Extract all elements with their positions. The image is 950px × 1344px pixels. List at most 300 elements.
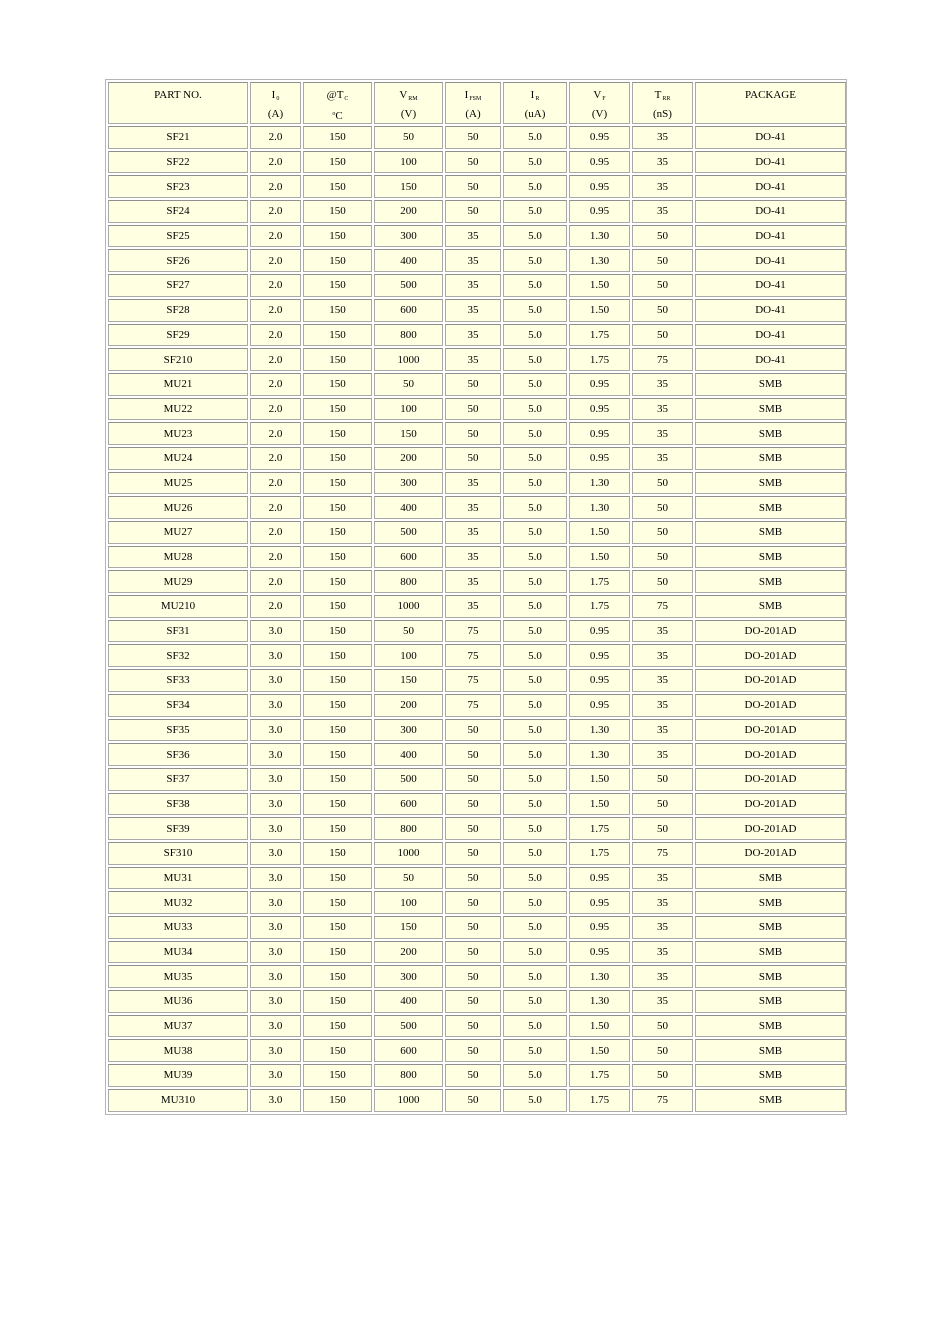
table-row — [108, 595, 846, 618]
cell-io: 3.0 — [250, 694, 301, 717]
cell-vrm: 150 — [374, 916, 443, 939]
table-row — [108, 916, 846, 939]
cell-io: 3.0 — [250, 620, 301, 643]
cell-tc: 150 — [303, 644, 372, 667]
table-row — [108, 669, 846, 692]
cell-part-no: MU29 — [108, 570, 248, 593]
cell-tc: 150 — [303, 472, 372, 495]
cell-ir: 5.0 — [503, 793, 567, 816]
cell-package: DO-201AD — [695, 644, 846, 667]
cell-io: 3.0 — [250, 916, 301, 939]
cell-part-no: SF35 — [108, 719, 248, 742]
cell-part-no: MU34 — [108, 941, 248, 964]
table-row — [108, 842, 846, 865]
cell-ifsm: 50 — [445, 447, 501, 470]
cell-vrm: 150 — [374, 175, 443, 198]
table-row — [108, 1039, 846, 1062]
cell-ifsm: 50 — [445, 842, 501, 865]
cell-package: SMB — [695, 373, 846, 396]
cell-vf: 1.50 — [569, 299, 630, 322]
cell-part-no: MU36 — [108, 990, 248, 1013]
cell-ifsm: 50 — [445, 768, 501, 791]
cell-trr: 35 — [632, 916, 693, 939]
cell-ifsm: 50 — [445, 1064, 501, 1087]
cell-ir: 5.0 — [503, 151, 567, 174]
cell-trr: 35 — [632, 743, 693, 766]
cell-io: 2.0 — [250, 595, 301, 618]
cell-trr: 50 — [632, 570, 693, 593]
cell-ifsm: 50 — [445, 175, 501, 198]
cell-package: SMB — [695, 422, 846, 445]
cell-trr: 35 — [632, 175, 693, 198]
cell-ifsm: 35 — [445, 570, 501, 593]
cell-package: SMB — [695, 916, 846, 939]
cell-trr: 50 — [632, 817, 693, 840]
cell-vrm: 100 — [374, 891, 443, 914]
cell-part-no: SF210 — [108, 348, 248, 371]
header-io: $I_0$ (A) — [250, 82, 301, 124]
cell-ifsm: 50 — [445, 793, 501, 816]
cell-part-no: SF26 — [108, 249, 248, 272]
cell-trr: 35 — [632, 891, 693, 914]
cell-trr: 50 — [632, 225, 693, 248]
cell-tc: 150 — [303, 1015, 372, 1038]
cell-trr: 75 — [632, 1089, 693, 1112]
cell-vf: 1.75 — [569, 348, 630, 371]
table-row — [108, 546, 846, 569]
cell-part-no: MU25 — [108, 472, 248, 495]
cell-part-no: SF29 — [108, 324, 248, 347]
table-row — [108, 225, 846, 248]
cell-package: DO-41 — [695, 225, 846, 248]
cell-part-no: MU21 — [108, 373, 248, 396]
cell-ifsm: 35 — [445, 496, 501, 519]
cell-part-no: SF36 — [108, 743, 248, 766]
table-row — [108, 324, 846, 347]
cell-tc: 150 — [303, 249, 372, 272]
cell-io: 3.0 — [250, 990, 301, 1013]
table-row — [108, 151, 846, 174]
cell-trr: 35 — [632, 941, 693, 964]
cell-vrm: 200 — [374, 941, 443, 964]
cell-tc: 150 — [303, 891, 372, 914]
cell-io: 2.0 — [250, 175, 301, 198]
cell-io: 2.0 — [250, 225, 301, 248]
table-row — [108, 496, 846, 519]
cell-vrm: 500 — [374, 274, 443, 297]
cell-tc: 150 — [303, 965, 372, 988]
table-row — [108, 447, 846, 470]
table-row — [108, 570, 846, 593]
cell-ir: 5.0 — [503, 570, 567, 593]
cell-vrm: 50 — [374, 867, 443, 890]
cell-package: SMB — [695, 990, 846, 1013]
cell-vrm: 600 — [374, 299, 443, 322]
cell-io: 3.0 — [250, 891, 301, 914]
cell-ir: 5.0 — [503, 1039, 567, 1062]
cell-part-no: SF21 — [108, 126, 248, 149]
cell-tc: 150 — [303, 1064, 372, 1087]
cell-io: 2.0 — [250, 151, 301, 174]
cell-ir: 5.0 — [503, 126, 567, 149]
cell-ifsm: 50 — [445, 941, 501, 964]
cell-package: DO-41 — [695, 249, 846, 272]
cell-vrm: 100 — [374, 398, 443, 421]
cell-vf: 1.50 — [569, 793, 630, 816]
cell-io: 2.0 — [250, 348, 301, 371]
cell-trr: 35 — [632, 447, 693, 470]
cell-ir: 5.0 — [503, 817, 567, 840]
cell-tc: 150 — [303, 422, 372, 445]
cell-io: 2.0 — [250, 422, 301, 445]
cell-tc: 150 — [303, 817, 372, 840]
cell-ir: 5.0 — [503, 719, 567, 742]
cell-trr: 35 — [632, 669, 693, 692]
cell-vf: 1.50 — [569, 1039, 630, 1062]
cell-package: DO-201AD — [695, 669, 846, 692]
cell-ir: 5.0 — [503, 620, 567, 643]
cell-package: SMB — [695, 1089, 846, 1112]
cell-vrm: 1000 — [374, 595, 443, 618]
cell-vf: 1.75 — [569, 324, 630, 347]
header-ir: $I_R$ (uA) — [503, 82, 567, 124]
cell-ir: 5.0 — [503, 398, 567, 421]
cell-tc: 150 — [303, 990, 372, 1013]
cell-package: SMB — [695, 867, 846, 890]
cell-ifsm: 35 — [445, 546, 501, 569]
header-trr: $T_{RR}$ (nS) — [632, 82, 693, 124]
cell-package: SMB — [695, 447, 846, 470]
cell-tc: 150 — [303, 126, 372, 149]
cell-ir: 5.0 — [503, 644, 567, 667]
cell-vf: 0.95 — [569, 447, 630, 470]
cell-vf: 1.75 — [569, 595, 630, 618]
header-part-no: PART NO. — [108, 82, 248, 124]
cell-part-no: MU27 — [108, 521, 248, 544]
table-row — [108, 274, 846, 297]
cell-trr: 50 — [632, 324, 693, 347]
cell-ir: 5.0 — [503, 447, 567, 470]
cell-trr: 50 — [632, 496, 693, 519]
cell-vf: 1.50 — [569, 1015, 630, 1038]
cell-package: DO-201AD — [695, 620, 846, 643]
cell-ifsm: 50 — [445, 817, 501, 840]
cell-ir: 5.0 — [503, 324, 567, 347]
table-row — [108, 867, 846, 890]
table-row — [108, 891, 846, 914]
cell-vrm: 100 — [374, 644, 443, 667]
cell-tc: 150 — [303, 570, 372, 593]
cell-vrm: 500 — [374, 521, 443, 544]
cell-part-no: MU35 — [108, 965, 248, 988]
table-row — [108, 990, 846, 1013]
cell-part-no: SF25 — [108, 225, 248, 248]
cell-ir: 5.0 — [503, 422, 567, 445]
cell-trr: 75 — [632, 348, 693, 371]
cell-trr: 50 — [632, 299, 693, 322]
table-row — [108, 175, 846, 198]
cell-part-no: SF32 — [108, 644, 248, 667]
cell-ir: 5.0 — [503, 1089, 567, 1112]
table-row — [108, 768, 846, 791]
cell-vrm: 150 — [374, 422, 443, 445]
cell-tc: 150 — [303, 447, 372, 470]
cell-package: DO-201AD — [695, 694, 846, 717]
cell-vf: 1.75 — [569, 570, 630, 593]
cell-vf: 1.75 — [569, 817, 630, 840]
cell-io: 2.0 — [250, 546, 301, 569]
cell-ifsm: 35 — [445, 521, 501, 544]
table-row — [108, 817, 846, 840]
cell-trr: 50 — [632, 546, 693, 569]
cell-io: 3.0 — [250, 817, 301, 840]
cell-trr: 75 — [632, 842, 693, 865]
cell-vf: 0.95 — [569, 941, 630, 964]
cell-tc: 150 — [303, 496, 372, 519]
cell-vf: 1.50 — [569, 768, 630, 791]
cell-trr: 50 — [632, 1064, 693, 1087]
cell-tc: 150 — [303, 398, 372, 421]
cell-io: 3.0 — [250, 867, 301, 890]
cell-part-no: SF28 — [108, 299, 248, 322]
cell-vrm: 200 — [374, 447, 443, 470]
cell-io: 2.0 — [250, 249, 301, 272]
cell-vrm: 800 — [374, 324, 443, 347]
cell-tc: 150 — [303, 1039, 372, 1062]
cell-ir: 5.0 — [503, 669, 567, 692]
cell-ir: 5.0 — [503, 990, 567, 1013]
cell-trr: 75 — [632, 595, 693, 618]
table-row — [108, 521, 846, 544]
cell-ifsm: 50 — [445, 126, 501, 149]
cell-ifsm: 50 — [445, 867, 501, 890]
cell-ifsm: 50 — [445, 719, 501, 742]
cell-trr: 50 — [632, 274, 693, 297]
cell-trr: 35 — [632, 644, 693, 667]
table-row — [108, 472, 846, 495]
cell-tc: 150 — [303, 793, 372, 816]
header-vrm: $V_{RM}$ (V) — [374, 82, 443, 124]
cell-vf: 0.95 — [569, 126, 630, 149]
cell-part-no: SF31 — [108, 620, 248, 643]
cell-vrm: 100 — [374, 151, 443, 174]
cell-vf: 1.50 — [569, 546, 630, 569]
cell-package: SMB — [695, 941, 846, 964]
cell-part-no: MU23 — [108, 422, 248, 445]
cell-tc: 150 — [303, 324, 372, 347]
cell-vrm: 500 — [374, 1015, 443, 1038]
cell-package: DO-41 — [695, 200, 846, 223]
cell-tc: 150 — [303, 1089, 372, 1112]
cell-ifsm: 50 — [445, 743, 501, 766]
table-row — [108, 1064, 846, 1087]
cell-package: SMB — [695, 1039, 846, 1062]
cell-vf: 0.95 — [569, 694, 630, 717]
cell-package: SMB — [695, 496, 846, 519]
cell-ir: 5.0 — [503, 274, 567, 297]
cell-io: 2.0 — [250, 324, 301, 347]
cell-ifsm: 50 — [445, 200, 501, 223]
table-row — [108, 422, 846, 445]
cell-part-no: SF39 — [108, 817, 248, 840]
cell-ifsm: 35 — [445, 472, 501, 495]
cell-io: 2.0 — [250, 126, 301, 149]
cell-package: SMB — [695, 398, 846, 421]
cell-trr: 35 — [632, 867, 693, 890]
cell-ifsm: 75 — [445, 669, 501, 692]
cell-vf: 1.50 — [569, 274, 630, 297]
cell-part-no: SF310 — [108, 842, 248, 865]
cell-vf: 0.95 — [569, 916, 630, 939]
table-row — [108, 965, 846, 988]
cell-vf: 1.30 — [569, 225, 630, 248]
cell-part-no: MU22 — [108, 398, 248, 421]
cell-io: 2.0 — [250, 521, 301, 544]
cell-vrm: 600 — [374, 1039, 443, 1062]
cell-package: DO-201AD — [695, 842, 846, 865]
cell-tc: 150 — [303, 348, 372, 371]
cell-ir: 5.0 — [503, 546, 567, 569]
table-row — [108, 694, 846, 717]
cell-ir: 5.0 — [503, 225, 567, 248]
cell-package: SMB — [695, 965, 846, 988]
cell-trr: 50 — [632, 472, 693, 495]
cell-vf: 0.95 — [569, 175, 630, 198]
cell-trr: 35 — [632, 422, 693, 445]
cell-tc: 150 — [303, 941, 372, 964]
cell-vrm: 400 — [374, 249, 443, 272]
cell-package: DO-41 — [695, 151, 846, 174]
table-row — [108, 299, 846, 322]
cell-vf: 1.30 — [569, 743, 630, 766]
cell-trr: 35 — [632, 126, 693, 149]
cell-tc: 150 — [303, 867, 372, 890]
cell-trr: 35 — [632, 373, 693, 396]
cell-io: 2.0 — [250, 570, 301, 593]
cell-ifsm: 35 — [445, 595, 501, 618]
cell-ifsm: 50 — [445, 990, 501, 1013]
cell-ifsm: 35 — [445, 225, 501, 248]
table-row — [108, 348, 846, 371]
cell-package: DO-201AD — [695, 743, 846, 766]
cell-ir: 5.0 — [503, 842, 567, 865]
cell-tc: 150 — [303, 225, 372, 248]
cell-ifsm: 35 — [445, 348, 501, 371]
cell-ir: 5.0 — [503, 200, 567, 223]
cell-ifsm: 35 — [445, 274, 501, 297]
table-row — [108, 793, 846, 816]
cell-part-no: MU37 — [108, 1015, 248, 1038]
cell-part-no: SF38 — [108, 793, 248, 816]
cell-ir: 5.0 — [503, 768, 567, 791]
cell-trr: 50 — [632, 1039, 693, 1062]
cell-io: 3.0 — [250, 965, 301, 988]
cell-io: 3.0 — [250, 1015, 301, 1038]
cell-vrm: 300 — [374, 472, 443, 495]
cell-package: DO-201AD — [695, 817, 846, 840]
header-row — [108, 82, 846, 124]
cell-vf: 1.30 — [569, 965, 630, 988]
cell-ir: 5.0 — [503, 175, 567, 198]
cell-io: 3.0 — [250, 1064, 301, 1087]
cell-package: DO-41 — [695, 299, 846, 322]
cell-io: 3.0 — [250, 1089, 301, 1112]
cell-tc: 150 — [303, 175, 372, 198]
cell-vrm: 1000 — [374, 1089, 443, 1112]
cell-tc: 150 — [303, 842, 372, 865]
cell-vf: 0.95 — [569, 669, 630, 692]
cell-ifsm: 50 — [445, 398, 501, 421]
cell-io: 3.0 — [250, 793, 301, 816]
cell-vrm: 50 — [374, 373, 443, 396]
cell-part-no: MU38 — [108, 1039, 248, 1062]
cell-vrm: 1000 — [374, 348, 443, 371]
cell-package: DO-201AD — [695, 793, 846, 816]
cell-ir: 5.0 — [503, 891, 567, 914]
cell-tc: 150 — [303, 595, 372, 618]
cell-ifsm: 50 — [445, 891, 501, 914]
cell-ir: 5.0 — [503, 373, 567, 396]
cell-part-no: MU28 — [108, 546, 248, 569]
cell-ir: 5.0 — [503, 941, 567, 964]
cell-trr: 50 — [632, 521, 693, 544]
cell-trr: 50 — [632, 768, 693, 791]
cell-package: SMB — [695, 595, 846, 618]
cell-vrm: 400 — [374, 496, 443, 519]
cell-ifsm: 50 — [445, 916, 501, 939]
table-row — [108, 373, 846, 396]
cell-tc: 150 — [303, 743, 372, 766]
cell-ifsm: 35 — [445, 249, 501, 272]
cell-package: SMB — [695, 472, 846, 495]
cell-io: 2.0 — [250, 200, 301, 223]
table-row — [108, 1015, 846, 1038]
cell-ir: 5.0 — [503, 694, 567, 717]
cell-ifsm: 75 — [445, 644, 501, 667]
cell-io: 3.0 — [250, 644, 301, 667]
cell-io: 2.0 — [250, 299, 301, 322]
cell-ifsm: 75 — [445, 694, 501, 717]
cell-part-no: MU39 — [108, 1064, 248, 1087]
cell-ir: 5.0 — [503, 595, 567, 618]
cell-vf: 1.30 — [569, 719, 630, 742]
cell-vf: 1.30 — [569, 249, 630, 272]
cell-vrm: 600 — [374, 793, 443, 816]
table-row — [108, 126, 846, 149]
cell-package: DO-201AD — [695, 719, 846, 742]
cell-trr: 35 — [632, 719, 693, 742]
cell-tc: 150 — [303, 200, 372, 223]
cell-vrm: 1000 — [374, 842, 443, 865]
table-row — [108, 620, 846, 643]
cell-part-no: SF23 — [108, 175, 248, 198]
cell-trr: 35 — [632, 151, 693, 174]
cell-io: 2.0 — [250, 447, 301, 470]
cell-io: 3.0 — [250, 669, 301, 692]
table-row — [108, 644, 846, 667]
cell-ir: 5.0 — [503, 1064, 567, 1087]
cell-vrm: 500 — [374, 768, 443, 791]
spec-table — [106, 80, 848, 1114]
cell-vrm: 400 — [374, 743, 443, 766]
cell-package: DO-41 — [695, 126, 846, 149]
cell-vf: 0.95 — [569, 373, 630, 396]
cell-tc: 150 — [303, 299, 372, 322]
cell-vrm: 800 — [374, 570, 443, 593]
cell-tc: 150 — [303, 694, 372, 717]
cell-trr: 35 — [632, 694, 693, 717]
cell-ir: 5.0 — [503, 348, 567, 371]
